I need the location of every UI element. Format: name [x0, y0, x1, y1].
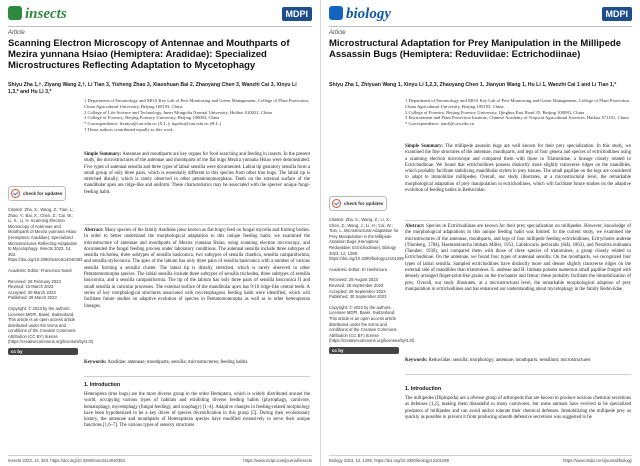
abstract-label: Abstract: — [405, 224, 425, 229]
abstract-label: Abstract: — [84, 228, 104, 233]
abstract — [405, 224, 631, 293]
divider — [405, 220, 631, 221]
journal-logo — [329, 6, 391, 23]
article-type: Article — [329, 30, 346, 36]
divider — [405, 374, 631, 375]
simple-summary — [84, 152, 310, 196]
citation: Citation: Zha, S.; Wang, Z.; Tian, L.; Zhao, Y.; Bai, X.; Chen, Z.; Cai, W.; Li, X.; Li, H. Scanning Electron Microscopy of Antennae and Mouthparts of Mezira yunnana Hsiao (Hemiptera: Aradidae): Specialized Microstructures Reflecting Adaptation to Mycetophagy. Insects 2023, 14, 353. https://doi.org/10.3390/insects14040353 — [8, 207, 83, 263]
journal-logo — [8, 6, 67, 23]
affiliation-item: 1 Department of Entomology and MOA Key Lab of Pest Monitoring and Green Management, College of Plant Protection, China Agricultural University, Beijing 100193, China — [84, 98, 309, 109]
dates — [329, 277, 399, 299]
footer-citation: Insects 2023, 14, 353. https://doi.org/10.3390/insects14040353 — [8, 458, 125, 463]
revised-date: Revised: 25 September 2023 — [329, 282, 384, 288]
page-footer — [8, 455, 312, 463]
introduction-text: Heteroptera (true bugs) are the most diverse group in the order Hemiptera, which is widely distributed around the world, occupying various types of habitats and exhibiting diverse feeding habits (phytophagy, carnivore, hematophagy, mycetophagy (fungal feeding), and zoophagy) [1–4]. Adaptive changes in feeding-related morphology have been hypothesized to be a key driver of species diversification in this group [5]. During their evolutionary history, the antennae and mouthparts of Heteropteran species have modified extensively to serve their unique functions [1,6–7]. The various types of sensory structures — [84, 392, 310, 429]
accepted-date: Accepted: 30 March 2023 — [8, 289, 56, 295]
journal-name: biology — [346, 6, 391, 22]
section-heading: 1. Introduction — [84, 382, 121, 388]
journal-header — [8, 4, 312, 27]
insects-logo-icon — [8, 6, 22, 20]
affiliation-item: 1 Department of Entomology and MOA Key Lab of Pest Monitoring and Green Management, College of Plant Protection, China Agricultural University, Beijing 100193, China — [405, 98, 630, 109]
divider — [84, 224, 310, 225]
article-type: Article — [8, 30, 25, 36]
journal-header — [329, 4, 632, 27]
copyright-text: Copyright: © 2023 by the authors. Licensee MDPI, Basel, Switzerland. This article is an open access article distributed under the terms and conditions of the Creative Commons Attribution (CC BY) license (https://creativecommons.org/licenses/by/4.0/). — [8, 305, 95, 345]
cc-license-badge[interactable]: cc by — [8, 348, 78, 355]
check-for-updates-button[interactable] — [329, 196, 387, 211]
keywords-label: Keywords: — [405, 358, 428, 363]
revised-date: Revised: 23 March 2023 — [8, 284, 54, 290]
keywords-text: Reduviidae; sensilla; morphology; antennae; mouthparts; sensillum; microstructures — [428, 358, 591, 363]
simple-summary-label: Simple Summary: — [84, 152, 122, 157]
keywords — [405, 358, 631, 364]
article-title: Microstructural Adaptation for Prey Manipulation in the Millipede Assassin Bugs (Hemiptera: Reduviidae: Ectrichodiinae) — [329, 38, 622, 60]
check-updates-label: check for updates — [344, 201, 384, 206]
check-updates-icon — [332, 199, 341, 208]
journal-link[interactable]: https://www.mdpi.com/journal/insects — [243, 458, 312, 463]
simple-summary-text: The millipede assassin bugs are well known for their prey specialization. In this study, we examined the fine structures of the antennae, mouthparts, and legs of four genera and species of ectrichodiines using a scanning electron microscope and compared them with those in Triatomidae, a lineage closely related to Ectrichodiinae. We found that ectrichodiines possess distinctly more slightly transverse ridges on the mandibles, which probably facilitate stabilizing mandibular stylets in prey tissues. The small papillae on the legs are considered to adapt to immobilize millipedes. Overall, our study illustrates, at a microstructural level, the remarkable morphological adaptation of prey manipulation in ectrichodiines, which will facilitate future studies on the adaptive evolution of feeding habits in Reduviidae. — [405, 144, 631, 194]
academic-editor: Academic Editor: Francesco Nardi — [8, 267, 72, 273]
simple-summary-label: Simple Summary: — [405, 144, 444, 149]
keywords-text: Aradidae; antennae; mouthparts; sensilla; microstructures; feeding habits — [107, 360, 248, 365]
dates — [8, 279, 78, 301]
article-title: Scanning Electron Microscopy of Antennae and Mouthparts of Mezira yunnana Hsiao (Hemiptera: Aradidae): Specialized Microstructures Reflecting Adaptation to Mycetophagy — [8, 38, 290, 71]
copyright-notice — [329, 304, 416, 354]
published-date: Published: 30 September 2023 — [329, 294, 387, 300]
affiliation-list — [405, 98, 631, 127]
author-list: Shiyu Zha 1,†, Ziyang Wang 2,†, Li Tian 3, Yisheng Zhao 3, Xiaoshuan Bai 2, Zhaoyang Chen 3, Wanzhi Cai 3, Xinyu Li 1,3,* and Hu Li 3,* — [8, 82, 297, 95]
affiliation-item: † These authors contributed equally to this work. — [84, 126, 174, 132]
check-updates-label: check for updates — [23, 191, 63, 196]
affiliation-item: 2 College of Life Science and Technology, Inner Mongolia Normal University, Hohhot 010022, China — [84, 109, 272, 115]
received-date: Received: 29 August 2023 — [329, 277, 378, 283]
publisher-logo: MDPI — [602, 7, 633, 21]
affiliation-item: 3 Environment and Plant Protection Institute, Chinese Academy of Tropical Agricultural Sciences, Haikou 571101, China — [405, 115, 629, 121]
simple-summary-text: Antennae and mouthparts are key organs for food searching and feeding in insects. In the present study, the microstructures of the antennae and mouthparts of the flat bugs Mezira yunnana Hsiao were demonstrated. Five types of antennal sensilla and three types of labial sensilla were documented. Labial tip gustatory sensilla form a small group of only three pairs, which is essentially different in this species from other true bugs. The labial tip is stretched distally, which is rarely observed in other pentatomomorphans. Teeth on the external surface of the mandibular apex are ridge-like and uniform. These characteristics may be associated with the species' unique fungi-feeding habit. — [84, 152, 310, 195]
affiliation-item: * Correspondence: lixinyu@cau.edu.cn (X.L.); tigerhu@cau.edu.cn (H.L.) — [84, 121, 222, 127]
introduction-text: The millipedes (Diplopoda) are a diverse group of arthropods that are known to produce noxious chemical secretions as defenses [1,2], making them distasteful to many carnivores, but some animals have evolved to be specialized predators of millipedes and can avoid and/or tolerate their chemical defenses. Immobilizing the millipede prey as quickly as possible to prevent it from producing smooth defensive secretions was suggested to be — [405, 396, 631, 420]
biology-logo-icon — [329, 6, 343, 20]
journal-name: insects — [25, 6, 67, 22]
page-footer — [329, 455, 632, 463]
right-article-page — [320, 0, 640, 466]
affiliation-list — [84, 98, 310, 133]
footer-citation: Biology 2023, 12, 1299. https://doi.org/10.3390/biology12101299 — [329, 458, 449, 463]
author-list: Shiyu Zha 1, Zhiyuan Wang 1, Xinyu Li 1,2,3, Zhaoyang Chen 1, Jianyun Wang 1, Hu Li 1, Wanzhi Cai 1 and Li Tian 1,* — [329, 82, 617, 88]
copyright-notice — [8, 305, 95, 355]
academic-editor: Academic Editor: Ei Hoshimura — [329, 266, 387, 272]
keywords-label: Keywords: — [84, 360, 107, 365]
abstract-text: Many species of the family Aradidae (also known as flat bugs) feed on fungal mycelia and fruiting bodies. In order to better understand the morphological adaptation to this unique feeding habit, we examined the microstructure of antennae and mouthparts of Mezira yunnana Hsiao, using scanning electron microscopy, and documented the fungal feeding process under laboratory conditions. The antennal sensilla include three subtypes of sensilla trichodea, three subtypes of sensilla basiconica, two subtypes of sensilla chaetica, sensilla campaniformia, and sensilla styloconica. The apex of the labium has only three pairs of sensilla basiconica with a number of various sensilla forming a sensilla cluster. The labial tip is distally stretched, which is rarely observed in other Pentatomomorpha species. The labial sensilla include three subtypes of sensilla trichodea, three subtypes of sensilla basiconica, and a sensilla campaniformia. The tip of the labium has only three pairs of sensilla basiconica II and small sensilla in cuticular processes. The external surface of the mandibular apex has 9-10 ridge-like central teeth. A series of key morphological structures associated with mycetophagous feeding habit were identified, which will facilitate future studies on adaptive evolution of species in Pentatomomorpha as well as in other heteropteran lineages. — [84, 228, 311, 309]
check-for-updates-button[interactable] — [8, 186, 66, 201]
divider — [84, 376, 310, 377]
check-updates-icon — [11, 189, 20, 198]
copyright-text: Copyright: © 2023 by the authors. Licensee MDPI, Basel, Switzerland. This article is an open access article distributed under the terms and conditions of the Creative Commons Attribution (CC BY) license (https://creativecommons.org/licenses/by/4.0/). — [329, 304, 416, 344]
affiliation-item: 3 College of Forestry, Beijing Forestry University, Beijing 100083, China — [84, 115, 220, 121]
section-heading: 1. Introduction — [405, 386, 442, 392]
affiliation-item: 2 College of Forestry, Beijing Forestry University, Qinghua East Road 35, Beijing 100083, China — [405, 109, 585, 115]
received-date: Received: 28 February 2023 — [8, 278, 61, 284]
cc-license-badge[interactable]: cc by — [329, 347, 399, 354]
journal-link[interactable]: https://www.mdpi.com/journal/biology — [563, 458, 632, 463]
citation: Citation: Zha, S.; Wang, Z.; Li, X.; Chen, Z.; Wang, J.; Li, H.; Cai, W.; Tian, L. Microstructural Adaptation for Prey Manipulation in the Millipede Assassin Bugs (Hemiptera: Reduviidae: Ectrichodiinae). Biology 2023, 12, 1299. https://doi.org/10.3390/biology12101299 — [329, 217, 404, 262]
abstract — [84, 228, 310, 310]
abstract-text: Species in Ectrichodiinae are known for their prey specialization on millipedes. However, knowledge of the morphological adaptations to this unique feeding habit was limited. In the current study, we examined the microstructures of the antennae, mouthparts, and legs of four millipede feeding ectrichodiines, Ectrychotes andreae (Thunberg, 1784), Haematoloecha limbata Miller, 1953, Labidocoris pectoralis (Stål, 1863), and Neozirta eidmanni (Taeuber, 1930), and compared them with those of three species of triatomines, a group closely related to Ectrichodiinae. On the antennae, we found four types of antennal sensilla. On the mouthparts, we recognized four types of labial sensilla. Sampled ectrichodiines have distinctly more and denser slightly transverse ridges on the external side of mandibles than triatomines. E. andreae and H. limbata possess numerous small papillae fringed with densely arranged finger-print-like grains on the trochanter and femur; these probably facilitate the immobilization of prey. Overall, our study illustrates, at a microstructural level, the remarkable morphological adaption of prey manipulation in ectrichodiines and has enhanced our understanding about mycetophagy in the family Reduviidae. — [405, 224, 632, 292]
keywords — [84, 360, 310, 366]
simple-summary — [405, 144, 631, 194]
accepted-date: Accepted: 28 September 2023 — [329, 288, 386, 294]
published-date: Published: 29 March 2023 — [8, 295, 57, 301]
affiliation-item: * Correspondence: tianli@cau.edu.cn — [405, 121, 475, 127]
publisher-logo: MDPI — [282, 7, 313, 21]
